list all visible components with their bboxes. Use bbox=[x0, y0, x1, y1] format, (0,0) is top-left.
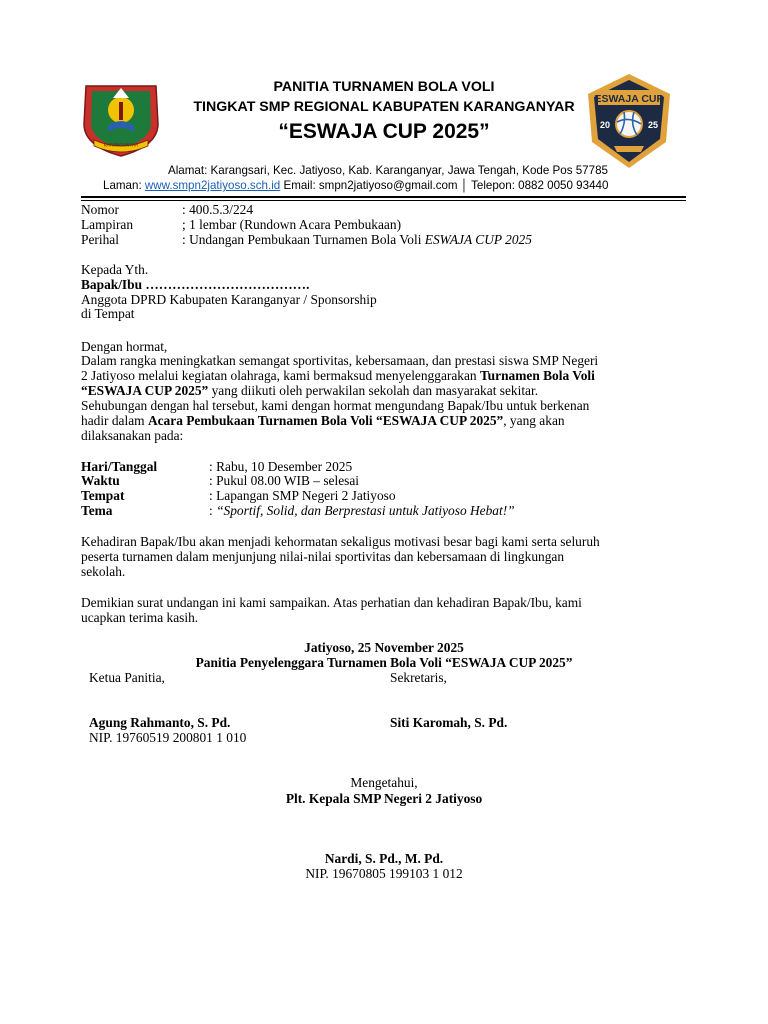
body-event-name-bold: “ESWAJA CUP 2025” bbox=[81, 383, 209, 398]
kepala-name: Nardi, S. Pd., M. Pd. bbox=[324, 851, 444, 866]
closing-line-4: Demikian surat undangan ini kami sampaikan. Atas perhatian dan kehadiran Bapak/Ibu, kami bbox=[81, 595, 582, 610]
recipient-intro: Kepada Yth. bbox=[81, 262, 149, 277]
place-date: Jatiyoso, 25 November 2025 bbox=[304, 640, 464, 655]
kepala-title: Plt. Kepala SMP Negeri 2 Jatiyoso bbox=[285, 791, 483, 806]
body-line-3 bbox=[81, 383, 538, 398]
sekretaris-title: Sekretaris, bbox=[390, 670, 447, 685]
header-rule-thin bbox=[81, 200, 686, 201]
header-contact-line bbox=[103, 179, 608, 192]
ketua-name: Agung Rahmanto, S. Pd. bbox=[89, 715, 231, 730]
body-ceremony-bold: Acara Pembukaan Turnamen Bola Voli “ESWAJA CUP 2025” bbox=[147, 413, 504, 428]
closing-line-5: ucapkan terima kasih. bbox=[81, 610, 199, 625]
perihal-label: Perihal bbox=[81, 232, 119, 247]
nomor-value: : 400.5.3/224 bbox=[182, 202, 254, 217]
header-rule-thick bbox=[81, 196, 686, 198]
header-level-title: TINGKAT SMP REGIONAL KABUPATEN KARANGANYAR bbox=[193, 99, 575, 115]
closing-line-3: sekolah. bbox=[81, 564, 126, 579]
tempat-label: Tempat bbox=[81, 488, 125, 503]
perihal-value bbox=[182, 232, 532, 247]
header-event-title: “ESWAJA CUP 2025” bbox=[278, 120, 490, 143]
nomor-label: Nomor bbox=[81, 202, 119, 217]
waktu-value: : Pukul 08.00 WIB – selesai bbox=[209, 473, 360, 488]
waktu-label: Waktu bbox=[81, 473, 120, 488]
emblem-ribbon-text: KARANGANYAR bbox=[103, 143, 139, 149]
body-text: hadir dalam bbox=[81, 413, 148, 428]
sekretaris-name: Siti Karomah, S. Pd. bbox=[390, 715, 508, 730]
body-line-4: Sehubungan dengan hal tersebut, kami dengan hormat mengundang Bapak/Ibu untuk berkenan bbox=[81, 398, 590, 413]
body-text: 2 Jatiyoso melalui kegiatan olahraga, kami bermaksud menyelenggarakan bbox=[81, 368, 480, 383]
recipient-position: Anggota DPRD Kabupaten Karanganyar / Sponsorship bbox=[81, 292, 377, 307]
tema-text: “Sportif, Solid, dan Berprestasi untuk Jatiyoso Hebat!” bbox=[216, 503, 515, 518]
perihal-text: : Undangan Pembukaan Turnamen Bola Voli bbox=[182, 232, 425, 247]
separator: │ bbox=[457, 179, 472, 192]
website-link[interactable]: www.smpn2jatiyoso.sch.id bbox=[144, 179, 281, 192]
perihal-event-name: ESWAJA CUP 2025 bbox=[424, 232, 532, 247]
body-line-1: Dalam rangka meningkatkan semangat sportivitas, kebersamaan, dan prestasi siswa SMP Negeri bbox=[81, 353, 599, 368]
tema-value bbox=[209, 503, 515, 518]
logo-year-left: 20 bbox=[599, 120, 611, 130]
closing-line-2: peserta turnamen dalam menjunjung nilai-nilai sportivitas dan kebersamaan di lingkungan bbox=[81, 549, 565, 564]
logo-title: ESWAJA CUP bbox=[594, 93, 664, 105]
header-committee-title: PANITIA TURNAMEN BOLA VOLI bbox=[273, 79, 495, 95]
body-text: yang diikuti oleh perwakilan sekolah dan masyarakat sekitar. bbox=[208, 383, 539, 398]
tempat-value: : Lapangan SMP Negeri 2 Jatiyoso bbox=[209, 488, 396, 503]
body-event-bold: Turnamen Bola Voli bbox=[479, 368, 595, 383]
body-text: , yang akan bbox=[503, 413, 565, 428]
tema-colon: : bbox=[209, 503, 217, 518]
email-text: Email: smpn2jatiyoso@gmail.com bbox=[280, 179, 458, 192]
header-address: Alamat: Karangsari, Kec. Jatiyoso, Kab. Karanganyar, Jawa Tengah, Kode Pos 57785 bbox=[168, 164, 608, 177]
mengetahui-label: Mengetahui, bbox=[350, 775, 418, 790]
ketua-nip: NIP. 19760519 200801 1 010 bbox=[89, 730, 247, 745]
phone-text: Telepon: 0882 0050 93440 bbox=[471, 179, 609, 192]
greeting: Dengan hormat, bbox=[81, 339, 168, 354]
hari-value: : Rabu, 10 Desember 2025 bbox=[209, 459, 353, 474]
lampiran-value: ; 1 lembar (Rundown Acara Pembukaan) bbox=[182, 217, 402, 232]
laman-label: Laman: bbox=[103, 179, 145, 192]
logo-year-right: 25 bbox=[647, 120, 659, 130]
hari-label: Hari/Tanggal bbox=[81, 459, 158, 474]
recipient-location: di Tempat bbox=[81, 306, 135, 321]
body-line-2 bbox=[81, 368, 595, 383]
body-line-5 bbox=[81, 413, 565, 428]
lampiran-label: Lampiran bbox=[81, 217, 134, 232]
body-line-6: dilaksanakan pada: bbox=[81, 428, 184, 443]
recipient-name: Bapak/Ibu ………………………………. bbox=[81, 277, 310, 292]
closing-line-1: Kehadiran Bapak/Ibu akan menjadi kehormatan sekaligus motivasi besar bagi kami serta seluruh bbox=[81, 534, 600, 549]
committee-title: Panitia Penyelenggara Turnamen Bola Voli “ESWAJA CUP 2025” bbox=[195, 655, 573, 670]
ketua-title: Ketua Panitia, bbox=[89, 670, 165, 685]
kepala-nip: NIP. 19670805 199103 1 012 bbox=[305, 866, 463, 881]
tema-label: Tema bbox=[81, 503, 113, 518]
